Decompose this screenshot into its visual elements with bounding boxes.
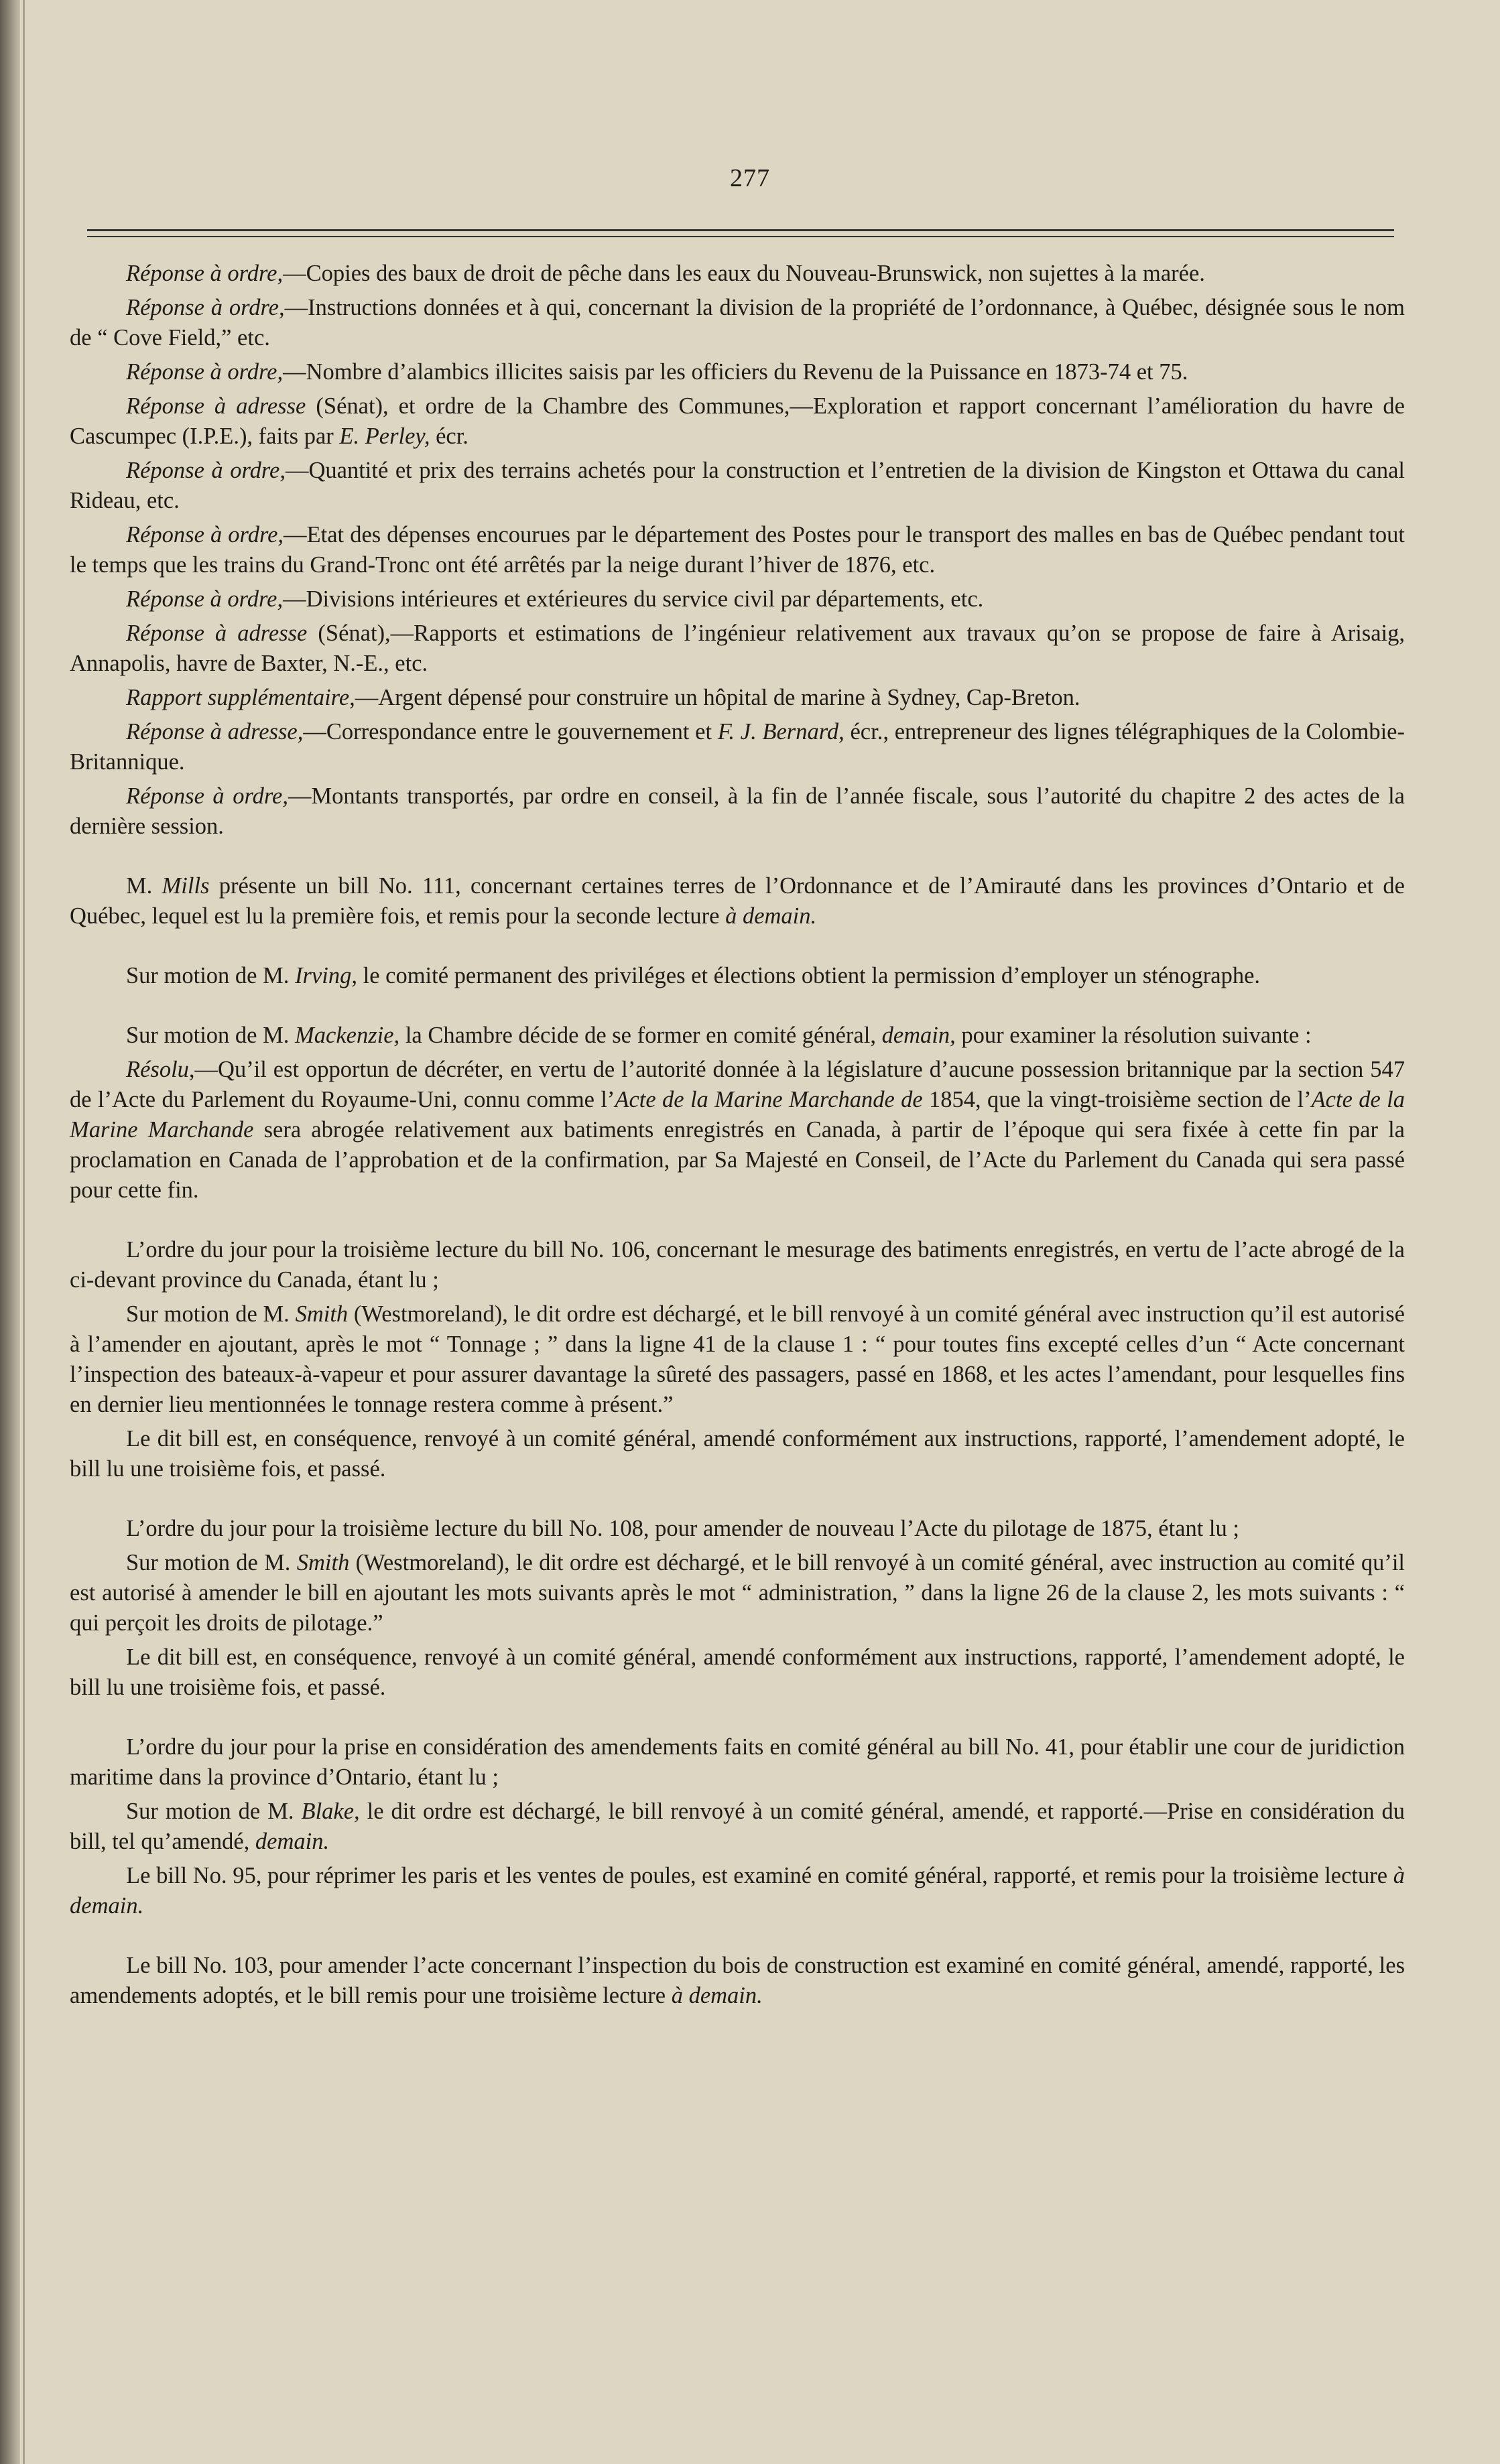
paragraph-text: 1854, que la vingt-troisième section de l’ bbox=[922, 1087, 1312, 1112]
italic-text: Mackenzie, bbox=[295, 1023, 400, 1048]
italic-text: Smith bbox=[295, 1301, 349, 1327]
paragraph-text: Sur motion de M. bbox=[126, 1550, 297, 1575]
italic-text: Réponse à adresse bbox=[126, 621, 308, 646]
italic-text: à demain. bbox=[70, 1863, 1405, 1919]
paragraph bbox=[70, 1055, 1405, 1206]
page-binding-edge bbox=[0, 0, 20, 2464]
paragraph-text: écr., entrepreneur des lignes télégraphiques de la Colombie-Britannique. bbox=[70, 719, 1405, 775]
paragraph-text: Sur motion de M. bbox=[126, 963, 296, 988]
paragraph bbox=[70, 871, 1405, 931]
paragraph-text: M. bbox=[126, 873, 162, 899]
paragraph-text: présente un bill No. 111, concernant certaines terres de l’Ordonnance et de l’Amirauté dans les provinces d’Ontario et de Québec, lequel est lu la première fois, et remis pour la seconde lecture bbox=[70, 873, 1405, 929]
italic-text: E. Perley, bbox=[339, 424, 430, 449]
italic-text: Acte de la Marine Marchande de bbox=[615, 1087, 923, 1112]
italic-text: Acte de la Marine Marchande bbox=[70, 1087, 1405, 1143]
paragraph bbox=[70, 1732, 1405, 1793]
paragraph bbox=[70, 584, 1405, 614]
paragraph bbox=[70, 293, 1405, 353]
binding-shadow-line bbox=[23, 0, 25, 2464]
paragraph-text: le comité permanent des priviléges et élections obtient la permission d’employer un sténographe. bbox=[357, 963, 1261, 988]
paragraph bbox=[70, 619, 1405, 679]
paragraph-text: —Copies des baux de droit de pêche dans les eaux du Nouveau-Brunswick, non sujettes à la marée. bbox=[283, 261, 1205, 286]
header-rule-top bbox=[87, 229, 1394, 231]
paragraph bbox=[70, 683, 1405, 713]
paragraph-text: Sur motion de M. bbox=[126, 1799, 302, 1824]
italic-text: Réponse à ordre, bbox=[126, 586, 284, 612]
paragraph-text: sera abrogée relativement aux batiments enregistrés en Canada, à partir de l’époque qui sera fixée à cette fin par la proclamation en Canada de l’approbation et de la confirmation, par Sa Majesté en Conseil, de l’Acte du Parlement du Canada qui sera passé pour cette fin. bbox=[70, 1117, 1405, 1203]
italic-text: Réponse à ordre, bbox=[126, 359, 284, 385]
paragraph bbox=[70, 456, 1405, 516]
italic-text: Réponse à ordre, bbox=[126, 295, 285, 320]
paragraph-text: pour examiner la résolution suivante : bbox=[955, 1023, 1312, 1048]
paragraph bbox=[70, 1861, 1405, 1921]
paragraph-text: Le dit bill est, en conséquence, renvoyé à un comité général, amendé conformément aux instructions, rapporté, l’amendement adopté, le bill lu une troisième fois, et passé. bbox=[70, 1644, 1405, 1700]
italic-text: demain. bbox=[255, 1829, 330, 1854]
italic-text: Smith bbox=[296, 1550, 350, 1575]
italic-text: Irving, bbox=[295, 963, 357, 988]
header-rule-bottom bbox=[87, 236, 1394, 237]
paragraph-text: Sur motion de M. bbox=[126, 1023, 296, 1048]
italic-text: à demain. bbox=[725, 903, 817, 929]
paragraph-text: —Nombre d’alambics illicites saisis par les officiers du Revenu de la Puissance en 1873-74 et 75. bbox=[283, 359, 1188, 385]
paragraph bbox=[70, 1642, 1405, 1703]
italic-text: demain, bbox=[881, 1023, 956, 1048]
paragraph-text: —Quantité et prix des terrains achetés pour la construction et l’entretien de la division de Kingston et Ottawa du canal Rideau, etc. bbox=[70, 458, 1405, 513]
italic-text: Réponse à adresse bbox=[126, 393, 306, 419]
paragraph-text: le dit ordre est déchargé, le bill renvoyé à un comité général, amendé, et rapporté.—Prise en considération du bill, tel qu’amendé, bbox=[70, 1799, 1405, 1854]
paragraph-text: L’ordre du jour pour la troisième lecture du bill No. 108, pour amender de nouveau l’Acte du pilotage de 1875, étant lu ; bbox=[126, 1516, 1239, 1541]
paragraph-text: Le dit bill est, en conséquence, renvoyé à un comité général, amendé conformément aux instructions, rapporté, l’amendement adopté, le bill lu une troisième fois, et passé. bbox=[70, 1426, 1405, 1482]
paragraph-text: L’ordre du jour pour la prise en considération des amendements faits en comité général au bill No. 41, pour établir une cour de juridiction maritime dans la province d’Ontario, étant lu ; bbox=[70, 1734, 1405, 1790]
paragraph-text: (Westmoreland), le dit ordre est déchargé, et le bill renvoyé à un comité général, avec instruction au comité qu’il est autorisé à amender le bill en ajoutant les mots suivants après le mot “ administration, ” dans la ligne 26 de la clause 2, les mots suivants : “ qui perçoit les droits de pilotage.” bbox=[70, 1550, 1405, 1636]
paragraph bbox=[70, 1951, 1405, 2011]
italic-text: Rapport supplémentaire, bbox=[126, 685, 355, 710]
italic-text: Mills bbox=[162, 873, 210, 899]
paragraph-text: (Sénat),—Rapports et estimations de l’ingénieur relativement aux travaux qu’on se propose de faire à Arisaig, Annapolis, havre de Baxter, N.-E., etc. bbox=[70, 621, 1405, 676]
paragraph bbox=[70, 357, 1405, 387]
paragraph bbox=[70, 391, 1405, 452]
italic-text: Réponse à ordre, bbox=[126, 261, 284, 286]
italic-text: Réponse à ordre, bbox=[126, 522, 284, 547]
paragraph-text: —Instructions données et à qui, concernant la division de la propriété de l’ordonnance, à Québec, désignée sous le nom de “ Cove Field,” etc. bbox=[70, 295, 1405, 350]
paragraph bbox=[70, 1797, 1405, 1857]
paragraph-text: Le bill No. 103, pour amender l’acte concernant l’inspection du bois de construction est examiné en comité général, amendé, rapporté, les amendements adoptés, et le bill remis pour une troisième lecture bbox=[70, 1953, 1405, 2008]
paragraph-text: Sur motion de M. bbox=[126, 1301, 296, 1327]
page-number: 277 bbox=[730, 164, 770, 192]
italic-text: Blake, bbox=[301, 1799, 360, 1824]
paragraph-text: —Correspondance entre le gouvernement et bbox=[303, 719, 718, 744]
paragraph bbox=[70, 259, 1405, 289]
italic-text: Réponse à ordre, bbox=[126, 458, 286, 483]
paragraph bbox=[70, 961, 1405, 991]
paragraph bbox=[70, 1424, 1405, 1484]
italic-text: Réponse à ordre, bbox=[126, 783, 288, 809]
italic-text: F. J. Bernard, bbox=[717, 719, 845, 744]
paragraph bbox=[70, 1299, 1405, 1420]
paragraph bbox=[70, 1514, 1405, 1544]
paragraph bbox=[70, 781, 1405, 842]
paragraph-text: —Etat des dépenses encourues par le département des Postes pour le transport des malles en bas de Québec pendant tout le temps que les trains du Grand-Tronc ont été arrêtés par la neige durant l’hiver de 1876, etc. bbox=[70, 522, 1405, 578]
paragraph-text: (Westmoreland), le dit ordre est déchargé, et le bill renvoyé à un comité général avec instruction qu’il est autorisé à l’amender en ajoutant, après le mot “ Tonnage ; ” dans la ligne 41 de la clause 1 : “ pour toutes fins excepté celles d’un “ Acte concernant l’inspection des bateaux-à-vapeur et pour assurer davantage la sûreté des passagers, passé en 1868, et les actes l’amendant, pour lesquelles fins en dernier lieu mentionnées le tonnage restera comme à présent.” bbox=[70, 1301, 1405, 1417]
paragraph-text: (Sénat), et ordre de la Chambre des Communes,—Exploration et rapport concernant l’amélioration du havre de Cascumpec (I.P.E.), faits par bbox=[70, 393, 1405, 449]
paragraph-text: Le bill No. 95, pour réprimer les paris et les ventes de poules, est examiné en comité général, rapporté, et remis pour la troisième lecture bbox=[126, 1863, 1393, 1888]
paragraph bbox=[70, 1235, 1405, 1295]
paragraph-text: L’ordre du jour pour la troisième lecture du bill No. 106, concernant le mesurage des batiments enregistrés, en vertu de l’acte abrogé de la ci-devant province du Canada, étant lu ; bbox=[70, 1237, 1405, 1293]
paragraph bbox=[70, 1021, 1405, 1051]
paragraph bbox=[70, 1548, 1405, 1638]
paragraph-text: —Divisions intérieures et extérieures du service civil par départements, etc. bbox=[283, 586, 984, 612]
paragraph-text: —Montants transportés, par ordre en conseil, à la fin de l’année fiscale, sous l’autorité du chapitre 2 des actes de la dernière session. bbox=[70, 783, 1405, 839]
paragraph bbox=[70, 717, 1405, 777]
italic-text: à demain. bbox=[671, 1983, 763, 2008]
paragraph-text: la Chambre décide de se former en comité général, bbox=[399, 1023, 882, 1048]
paragraph-text: écr. bbox=[430, 424, 468, 449]
italic-text: Réponse à adresse, bbox=[126, 719, 304, 744]
paragraph-text: —Qu’il est opportun de décréter, en vertu de l’autorité donnée à la législature d’aucune possession britannique par la section 547 de l’Acte du Parlement du Royaume-Uni, connu comme l’ bbox=[70, 1057, 1405, 1112]
paragraph bbox=[70, 520, 1405, 580]
paragraph-text: —Argent dépensé pour construire un hôpital de marine à Sydney, Cap-Breton. bbox=[355, 685, 1080, 710]
italic-text: Résolu, bbox=[126, 1057, 195, 1082]
page-body bbox=[70, 259, 1405, 2015]
